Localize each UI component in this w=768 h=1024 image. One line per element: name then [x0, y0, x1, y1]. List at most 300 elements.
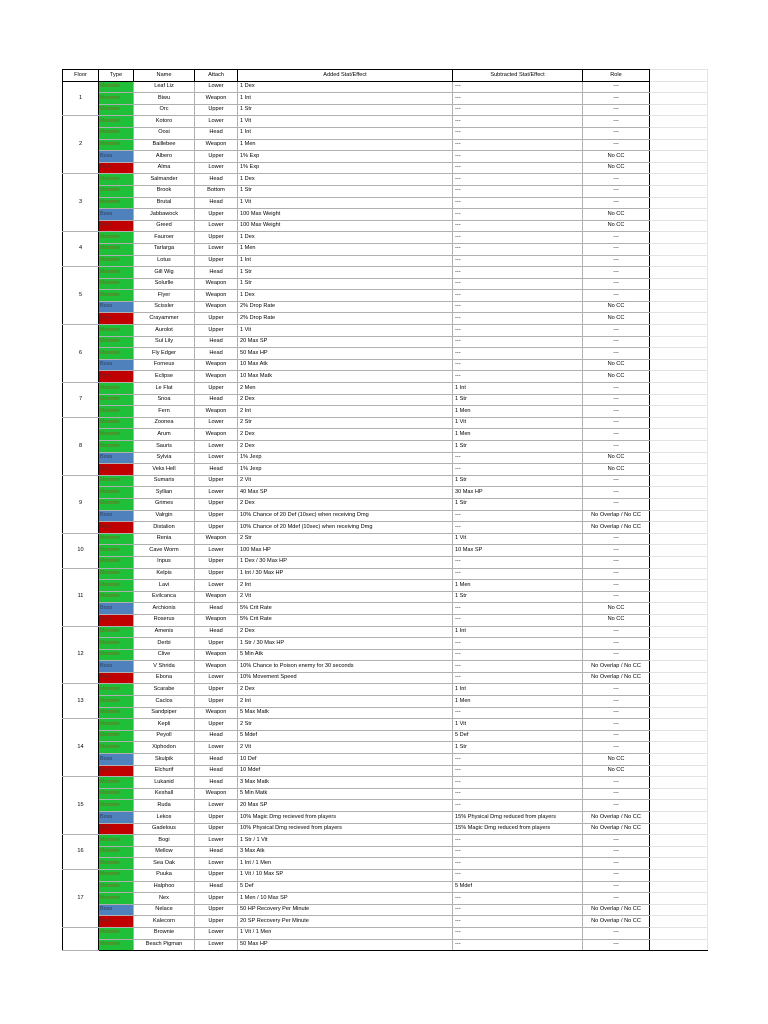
type-cell: Boss	[99, 371, 134, 383]
floor-cell: 4	[63, 232, 99, 267]
table-row	[63, 429, 708, 441]
table-row	[63, 383, 708, 395]
attach-cell: Upper	[195, 151, 238, 163]
role-cell: ---	[583, 174, 650, 186]
empty-cell	[650, 359, 708, 371]
added-stat-cell: 100 Max Weight	[238, 220, 453, 232]
role-cell: ---	[583, 336, 650, 348]
type-cell: Monster	[99, 858, 134, 870]
attach-cell: Head	[195, 754, 238, 766]
floor-cell: 9	[63, 475, 99, 533]
role-cell: ---	[583, 580, 650, 592]
empty-cell	[650, 104, 708, 116]
type-cell: Monster	[99, 696, 134, 708]
name-cell: Aurolot	[134, 325, 195, 337]
subtracted-stat-cell: ---	[453, 916, 583, 928]
role-cell: No Overlap / No CC	[583, 661, 650, 673]
added-stat-cell: 1 Men	[238, 139, 453, 151]
empty-cell	[650, 197, 708, 209]
table-row	[63, 661, 708, 673]
empty-cell	[650, 278, 708, 290]
type-cell: Monster	[99, 487, 134, 499]
subtracted-stat-cell: 1 Men	[453, 429, 583, 441]
type-cell: Monster	[99, 649, 134, 661]
name-cell: Oosi	[134, 127, 195, 139]
attach-cell: Weapon	[195, 278, 238, 290]
added-stat-cell: 10% Chance of 20 Mdef (10sec) when receiving Dmg	[238, 522, 453, 534]
table-row	[63, 139, 708, 151]
empty-cell	[650, 626, 708, 638]
name-cell: Fly Edger	[134, 348, 195, 360]
role-cell: ---	[583, 939, 650, 951]
added-stat-cell: 10 Max Atk	[238, 359, 453, 371]
subtracted-stat-cell: ---	[453, 104, 583, 116]
name-cell: Flyer	[134, 290, 195, 302]
added-stat-cell: 20 Max SP	[238, 800, 453, 812]
attach-cell: Upper	[195, 510, 238, 522]
attach-cell: Head	[195, 464, 238, 476]
table-row	[63, 881, 708, 893]
type-cell: Monster	[99, 556, 134, 568]
added-stat-cell: 1 Dex	[238, 232, 453, 244]
name-cell: Puuka	[134, 869, 195, 881]
floor-cell: 17	[63, 869, 99, 927]
empty-cell	[650, 939, 708, 951]
role-cell: ---	[583, 893, 650, 905]
name-cell: Clive	[134, 649, 195, 661]
subtracted-stat-cell: 1 Str	[453, 591, 583, 603]
subtracted-stat-cell: 1 Vit	[453, 417, 583, 429]
table-row	[63, 672, 708, 684]
name-cell: Nelace	[134, 904, 195, 916]
subtracted-stat-cell: ---	[453, 754, 583, 766]
added-stat-cell: 1 Str	[238, 267, 453, 279]
type-cell: Monster	[99, 81, 134, 93]
empty-cell	[650, 568, 708, 580]
empty-cell	[650, 406, 708, 418]
type-cell: Monster	[99, 777, 134, 789]
name-cell: Caclos	[134, 696, 195, 708]
added-stat-cell: 2 Men	[238, 383, 453, 395]
empty-cell	[650, 185, 708, 197]
role-cell: ---	[583, 881, 650, 893]
floor-cell: 13	[63, 684, 99, 719]
table-row	[63, 568, 708, 580]
empty-cell	[650, 394, 708, 406]
table-row	[63, 719, 708, 731]
added-stat-cell: 1 Vit / 10 Max SP	[238, 869, 453, 881]
subtracted-stat-cell: ---	[453, 301, 583, 313]
subtracted-stat-cell: ---	[453, 649, 583, 661]
name-cell: Distalion	[134, 522, 195, 534]
type-cell: Monster	[99, 394, 134, 406]
added-stat-cell: 1 Vit / 1 Men	[238, 927, 453, 939]
empty-cell	[650, 869, 708, 881]
added-stat-cell: 5 Max Matk	[238, 707, 453, 719]
added-stat-cell: 100 Max HP	[238, 545, 453, 557]
added-stat-cell: 5% Crit Rate	[238, 603, 453, 615]
table-row	[63, 823, 708, 835]
type-cell: Monster	[99, 684, 134, 696]
name-cell: Evilcanca	[134, 591, 195, 603]
attach-cell: Upper	[195, 893, 238, 905]
added-stat-cell: 1 Int / 1 Men	[238, 858, 453, 870]
empty-cell	[650, 475, 708, 487]
name-cell: Lekos	[134, 812, 195, 824]
added-stat-cell: 1 Vit	[238, 325, 453, 337]
name-cell: Orc	[134, 104, 195, 116]
subtracted-stat-cell: ---	[453, 255, 583, 267]
subtracted-stat-cell: 1 Men	[453, 580, 583, 592]
empty-cell	[650, 510, 708, 522]
table-row	[63, 707, 708, 719]
attach-cell: Lower	[195, 939, 238, 951]
added-stat-cell: 1 Int / 30 Max HP	[238, 568, 453, 580]
type-cell: Boss	[99, 522, 134, 534]
subtracted-stat-cell: 30 Max HP	[453, 487, 583, 499]
table-row	[63, 441, 708, 453]
added-stat-cell: 1 Str	[238, 185, 453, 197]
added-stat-cell: 10% Movement Speed	[238, 672, 453, 684]
table-row	[63, 162, 708, 174]
empty-cell	[650, 255, 708, 267]
role-cell: ---	[583, 777, 650, 789]
role-cell: No Overlap / No CC	[583, 672, 650, 684]
added-stat-cell: 1 Str / 30 Max HP	[238, 638, 453, 650]
name-cell: Solurlle	[134, 278, 195, 290]
name-cell: Leaf Liz	[134, 81, 195, 93]
empty-cell	[650, 267, 708, 279]
type-cell: Boss	[99, 151, 134, 163]
name-cell: Beach Pigman	[134, 939, 195, 951]
added-stat-cell: 1 Dex	[238, 290, 453, 302]
subtracted-stat-cell: ---	[453, 661, 583, 673]
role-cell: ---	[583, 441, 650, 453]
empty-cell	[650, 788, 708, 800]
name-cell: Kotoro	[134, 116, 195, 128]
added-stat-cell: 10% Chance of 20 Def (10sec) when receiving Dmg	[238, 510, 453, 522]
empty-cell	[650, 881, 708, 893]
table-row	[63, 846, 708, 858]
added-stat-cell: 2 Str	[238, 719, 453, 731]
subtracted-stat-cell: ---	[453, 278, 583, 290]
type-cell: Monster	[99, 290, 134, 302]
added-stat-cell: 1 Dex	[238, 174, 453, 186]
table-row	[63, 696, 708, 708]
attach-cell: Weapon	[195, 533, 238, 545]
empty-cell	[650, 858, 708, 870]
subtracted-stat-cell: 1 Str	[453, 394, 583, 406]
role-cell: No CC	[583, 313, 650, 325]
table-row	[63, 730, 708, 742]
role-cell: ---	[583, 927, 650, 939]
type-cell: Monster	[99, 545, 134, 557]
header-role: Role	[583, 70, 650, 82]
name-cell: Sul Lily	[134, 336, 195, 348]
type-cell: Monster	[99, 104, 134, 116]
role-cell: No CC	[583, 464, 650, 476]
table-row	[63, 313, 708, 325]
role-cell: ---	[583, 127, 650, 139]
name-cell: Brownie	[134, 927, 195, 939]
name-cell: Nex	[134, 893, 195, 905]
type-cell: Monster	[99, 498, 134, 510]
attach-cell: Lower	[195, 927, 238, 939]
added-stat-cell: 10% Physical Dmg recieved from players	[238, 823, 453, 835]
table-row	[63, 638, 708, 650]
name-cell: Valrgin	[134, 510, 195, 522]
role-cell: ---	[583, 278, 650, 290]
type-cell: Boss	[99, 359, 134, 371]
role-cell: No CC	[583, 301, 650, 313]
floor-cell	[63, 927, 99, 950]
role-cell: ---	[583, 104, 650, 116]
attach-cell: Upper	[195, 498, 238, 510]
empty-cell	[650, 116, 708, 128]
subtracted-stat-cell: ---	[453, 243, 583, 255]
attach-cell: Head	[195, 730, 238, 742]
attach-cell: Head	[195, 846, 238, 858]
name-cell: Grimes	[134, 498, 195, 510]
table-row	[63, 591, 708, 603]
empty-column-header	[650, 70, 708, 82]
empty-cell	[650, 417, 708, 429]
subtracted-stat-cell: ---	[453, 151, 583, 163]
name-cell: Keshall	[134, 788, 195, 800]
table-row	[63, 359, 708, 371]
table-row	[63, 603, 708, 615]
attach-cell: Head	[195, 127, 238, 139]
attach-cell: Weapon	[195, 359, 238, 371]
empty-cell	[650, 325, 708, 337]
added-stat-cell: 2% Drop Rate	[238, 301, 453, 313]
attach-cell: Upper	[195, 719, 238, 731]
role-cell: No CC	[583, 614, 650, 626]
table-row	[63, 267, 708, 279]
type-cell: Monster	[99, 580, 134, 592]
name-cell: Gill Wig	[134, 267, 195, 279]
subtracted-stat-cell: ---	[453, 638, 583, 650]
role-cell: No Overlap / No CC	[583, 812, 650, 824]
header-attach: Attach	[195, 70, 238, 82]
subtracted-stat-cell: ---	[453, 603, 583, 615]
added-stat-cell: 1 Dex / 30 Max HP	[238, 556, 453, 568]
attach-cell: Head	[195, 626, 238, 638]
subtracted-stat-cell: 1 Int	[453, 383, 583, 395]
attach-cell: Weapon	[195, 591, 238, 603]
subtracted-stat-cell: ---	[453, 313, 583, 325]
role-cell: No CC	[583, 220, 650, 232]
added-stat-cell: 2 Dex	[238, 441, 453, 453]
table-row	[63, 939, 708, 951]
header-row	[63, 70, 708, 82]
role-cell: ---	[583, 869, 650, 881]
name-cell: Gadelous	[134, 823, 195, 835]
subtracted-stat-cell: ---	[453, 290, 583, 302]
type-cell: Monster	[99, 626, 134, 638]
role-cell: No Overlap / No CC	[583, 904, 650, 916]
name-cell: Skulpik	[134, 754, 195, 766]
role-cell: ---	[583, 325, 650, 337]
added-stat-cell: 1 Int	[238, 127, 453, 139]
name-cell: Renia	[134, 533, 195, 545]
table-row	[63, 522, 708, 534]
role-cell: ---	[583, 267, 650, 279]
added-stat-cell: 1 Str	[238, 104, 453, 116]
table-row	[63, 209, 708, 221]
attach-cell: Lower	[195, 81, 238, 93]
role-cell: ---	[583, 197, 650, 209]
added-stat-cell: 1 Str	[238, 278, 453, 290]
role-cell: ---	[583, 243, 650, 255]
role-cell: ---	[583, 835, 650, 847]
added-stat-cell: 10 Max Matk	[238, 371, 453, 383]
type-cell: Monster	[99, 881, 134, 893]
attach-cell: Weapon	[195, 139, 238, 151]
type-cell: Monster	[99, 742, 134, 754]
role-cell: ---	[583, 545, 650, 557]
type-cell: Monster	[99, 197, 134, 209]
type-cell: Monster	[99, 417, 134, 429]
table-row	[63, 232, 708, 244]
role-cell: ---	[583, 394, 650, 406]
empty-cell	[650, 243, 708, 255]
subtracted-stat-cell: ---	[453, 893, 583, 905]
added-stat-cell: 100 Max Weight	[238, 209, 453, 221]
empty-cell	[650, 162, 708, 174]
attach-cell: Upper	[195, 638, 238, 650]
empty-cell	[650, 301, 708, 313]
type-cell: Monster	[99, 719, 134, 731]
name-cell: Derbi	[134, 638, 195, 650]
role-cell: ---	[583, 707, 650, 719]
table-row	[63, 788, 708, 800]
table-row	[63, 127, 708, 139]
table-row	[63, 510, 708, 522]
role-cell: No CC	[583, 603, 650, 615]
table-row	[63, 684, 708, 696]
table-row	[63, 893, 708, 905]
name-cell: Sandpiper	[134, 707, 195, 719]
empty-cell	[650, 556, 708, 568]
name-cell: Eclipse	[134, 371, 195, 383]
empty-cell	[650, 220, 708, 232]
attach-cell: Lower	[195, 672, 238, 684]
role-cell: ---	[583, 487, 650, 499]
attach-cell: Upper	[195, 684, 238, 696]
role-cell: ---	[583, 139, 650, 151]
empty-cell	[650, 81, 708, 93]
empty-cell	[650, 823, 708, 835]
role-cell: ---	[583, 383, 650, 395]
empty-cell	[650, 638, 708, 650]
name-cell: Fern	[134, 406, 195, 418]
name-cell: Brutal	[134, 197, 195, 209]
role-cell: ---	[583, 719, 650, 731]
role-cell: ---	[583, 800, 650, 812]
type-cell: Boss	[99, 209, 134, 221]
subtracted-stat-cell: ---	[453, 139, 583, 151]
role-cell: ---	[583, 81, 650, 93]
table-body	[63, 81, 708, 951]
added-stat-cell: 1% Jexp	[238, 464, 453, 476]
table-row	[63, 93, 708, 105]
attach-cell: Lower	[195, 417, 238, 429]
type-cell: Monster	[99, 568, 134, 580]
subtracted-stat-cell: ---	[453, 556, 583, 568]
attach-cell: Lower	[195, 580, 238, 592]
role-cell: ---	[583, 626, 650, 638]
attach-cell: Lower	[195, 487, 238, 499]
added-stat-cell: 2 Str	[238, 533, 453, 545]
subtracted-stat-cell: ---	[453, 81, 583, 93]
added-stat-cell: 1% Jexp	[238, 452, 453, 464]
type-cell: Boss	[99, 661, 134, 673]
added-stat-cell: 1 Men	[238, 243, 453, 255]
empty-cell	[650, 232, 708, 244]
role-cell: No CC	[583, 452, 650, 464]
attach-cell: Head	[195, 174, 238, 186]
table-row	[63, 301, 708, 313]
empty-cell	[650, 754, 708, 766]
added-stat-cell: 2% Drop Rate	[238, 313, 453, 325]
added-stat-cell: 10% Magic Dmg recieved from players	[238, 812, 453, 824]
role-cell: ---	[583, 846, 650, 858]
empty-cell	[650, 614, 708, 626]
added-stat-cell: 10 Mdef	[238, 765, 453, 777]
attach-cell: Lower	[195, 742, 238, 754]
subtracted-stat-cell: 1 Str	[453, 498, 583, 510]
attach-cell: Weapon	[195, 429, 238, 441]
table-row	[63, 742, 708, 754]
floor-cell: 12	[63, 626, 99, 684]
subtracted-stat-cell: ---	[453, 869, 583, 881]
added-stat-cell: 50 HP Recovery Per Minute	[238, 904, 453, 916]
empty-cell	[650, 545, 708, 557]
subtracted-stat-cell: ---	[453, 707, 583, 719]
name-cell: Amenis	[134, 626, 195, 638]
header-subtracted-stat: Subtracted Stat/Effect	[453, 70, 583, 82]
name-cell: Halphoo	[134, 881, 195, 893]
type-cell: Monster	[99, 638, 134, 650]
table-row	[63, 243, 708, 255]
table-row	[63, 858, 708, 870]
type-cell: Boss	[99, 603, 134, 615]
subtracted-stat-cell: 1 Str	[453, 475, 583, 487]
name-cell: Sea Oak	[134, 858, 195, 870]
empty-cell	[650, 649, 708, 661]
role-cell: No CC	[583, 754, 650, 766]
header-floor: Floor	[63, 70, 99, 82]
table-row	[63, 174, 708, 186]
type-cell: Monster	[99, 139, 134, 151]
empty-cell	[650, 927, 708, 939]
type-cell: Monster	[99, 800, 134, 812]
stat-effect-table	[62, 69, 708, 951]
empty-cell	[650, 209, 708, 221]
attach-cell: Lower	[195, 545, 238, 557]
table-row	[63, 290, 708, 302]
type-cell: Monster	[99, 383, 134, 395]
name-cell: Mellow	[134, 846, 195, 858]
type-cell: Boss	[99, 301, 134, 313]
added-stat-cell: 2 Dex	[238, 429, 453, 441]
type-cell: Monster	[99, 267, 134, 279]
attach-cell: Head	[195, 348, 238, 360]
subtracted-stat-cell: ---	[453, 904, 583, 916]
subtracted-stat-cell: 5 Def	[453, 730, 583, 742]
empty-cell	[650, 812, 708, 824]
